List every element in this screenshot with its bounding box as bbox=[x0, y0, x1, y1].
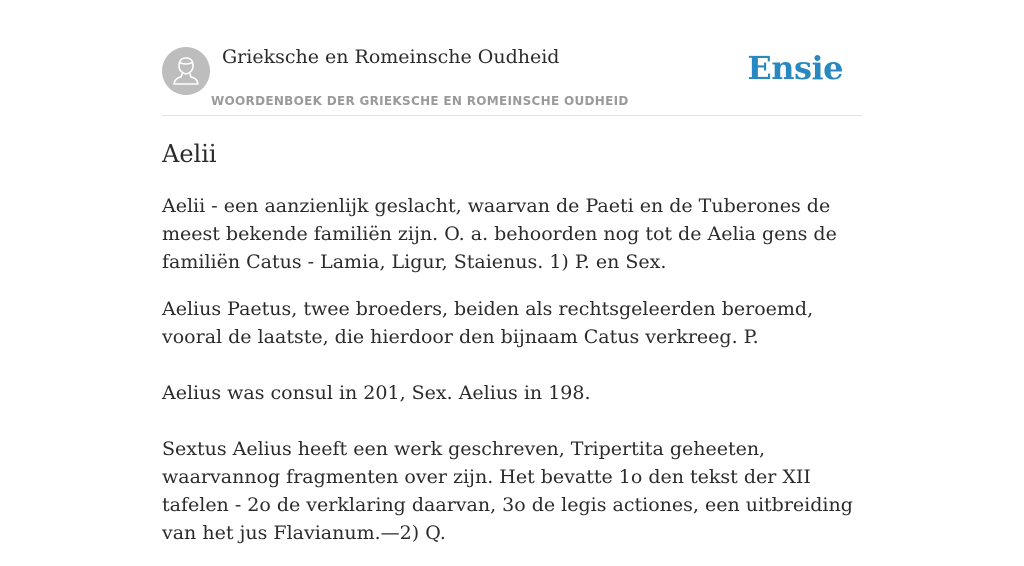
user-silhouette-icon bbox=[162, 47, 210, 95]
page-title: Aelii bbox=[162, 140, 217, 168]
brand-logo[interactable]: Ensie bbox=[747, 49, 843, 87]
page-header bbox=[162, 45, 862, 115]
entry-paragraph-3: Aelius was consul in 201, Sex. Aelius in 198. bbox=[162, 382, 591, 404]
source-subtitle: WOORDENBOEK DER GRIEKSCHE EN ROMEINSCHE OUDHEID bbox=[211, 94, 629, 108]
entry-paragraph-1: Aelii - een aanzienlijk geslacht, waarvan de Paeti en de Tuberones de meest bekende familiën zijn. O. a. behoorden nog tot de Aelia gens de familiën Catus - Lamia, Ligur, Staienus. 1) P. en Sex. bbox=[162, 195, 837, 273]
header-divider bbox=[162, 115, 862, 116]
avatar[interactable] bbox=[162, 47, 210, 95]
entry-paragraph-2: Aelius Paetus, twee broeders, beiden als rechtsgeleerden beroemd, vooral de laatste, die hierdoor den bijnaam Catus verkreeg. P. bbox=[162, 298, 814, 348]
entry-paragraph-4: Sextus Aelius heeft een werk geschreven, Tripertita geheeten, waarvannog fragmenten over zijn. Het bevatte 1o den tekst der XII tafelen - 2o de verklaring daarvan, 3o de legis actiones, een uitbreiding van het jus Flavianum.—2) Q. bbox=[162, 438, 853, 544]
entry-content bbox=[162, 138, 862, 566]
source-title[interactable]: Grieksche en Romeinsche Oudheid bbox=[222, 46, 560, 68]
